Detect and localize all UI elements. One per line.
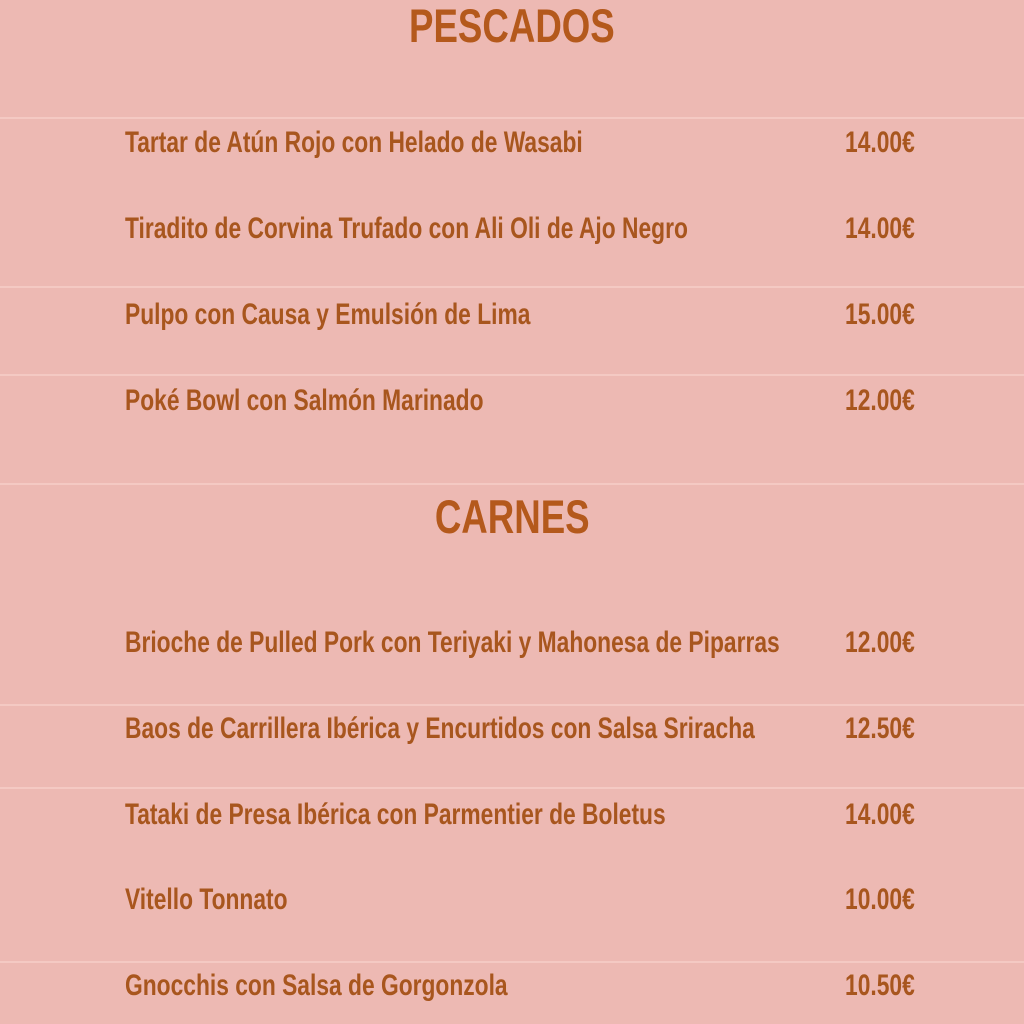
item-name: Vitello Tonnato <box>125 883 288 916</box>
item-price: 10.00€ <box>845 883 915 916</box>
menu-item-row <box>125 621 915 665</box>
row-divider <box>0 704 1024 706</box>
item-name: Gnocchis con Salsa de Gorgonzola <box>125 969 508 1002</box>
row-divider <box>0 961 1024 963</box>
section-title-carnes <box>0 491 1024 543</box>
section-title-text: PESCADOS <box>409 0 615 52</box>
row-divider <box>0 374 1024 376</box>
item-price: 12.50€ <box>845 712 915 745</box>
item-name: Baos de Carrillera Ibérica y Encurtidos con Salsa Sriracha <box>125 712 755 745</box>
menu-item-row <box>125 793 915 837</box>
item-price: 15.00€ <box>845 298 915 331</box>
item-price: 14.00€ <box>845 798 915 831</box>
menu-item-row <box>125 964 915 1008</box>
item-name: Tiradito de Corvina Trufado con Ali Oli de Ajo Negro <box>125 212 688 245</box>
item-price: 14.00€ <box>845 212 915 245</box>
item-price: 12.00€ <box>845 384 915 417</box>
item-price: 14.00€ <box>845 126 915 159</box>
section-title-pescados <box>0 0 1024 52</box>
menu-item-row <box>125 379 915 423</box>
item-name: Poké Bowl con Salmón Marinado <box>125 384 484 417</box>
row-divider <box>0 483 1024 485</box>
menu-item-row <box>125 293 915 337</box>
item-name: Tartar de Atún Rojo con Helado de Wasabi <box>125 126 583 159</box>
menu-item-row <box>125 121 915 165</box>
item-price: 12.00€ <box>845 626 915 659</box>
item-name: Pulpo con Causa y Emulsión de Lima <box>125 298 531 331</box>
row-divider <box>0 117 1024 119</box>
row-divider <box>0 787 1024 789</box>
item-name: Brioche de Pulled Pork con Teriyaki y Mahonesa de Piparras <box>125 626 780 659</box>
row-divider <box>0 286 1024 288</box>
menu-item-row <box>125 207 915 251</box>
section-title-text: CARNES <box>434 490 590 543</box>
item-price: 10.50€ <box>845 969 915 1002</box>
item-name: Tataki de Presa Ibérica con Parmentier de Boletus <box>125 798 666 831</box>
menu-item-row <box>125 878 915 922</box>
menu-item-row <box>125 707 915 751</box>
